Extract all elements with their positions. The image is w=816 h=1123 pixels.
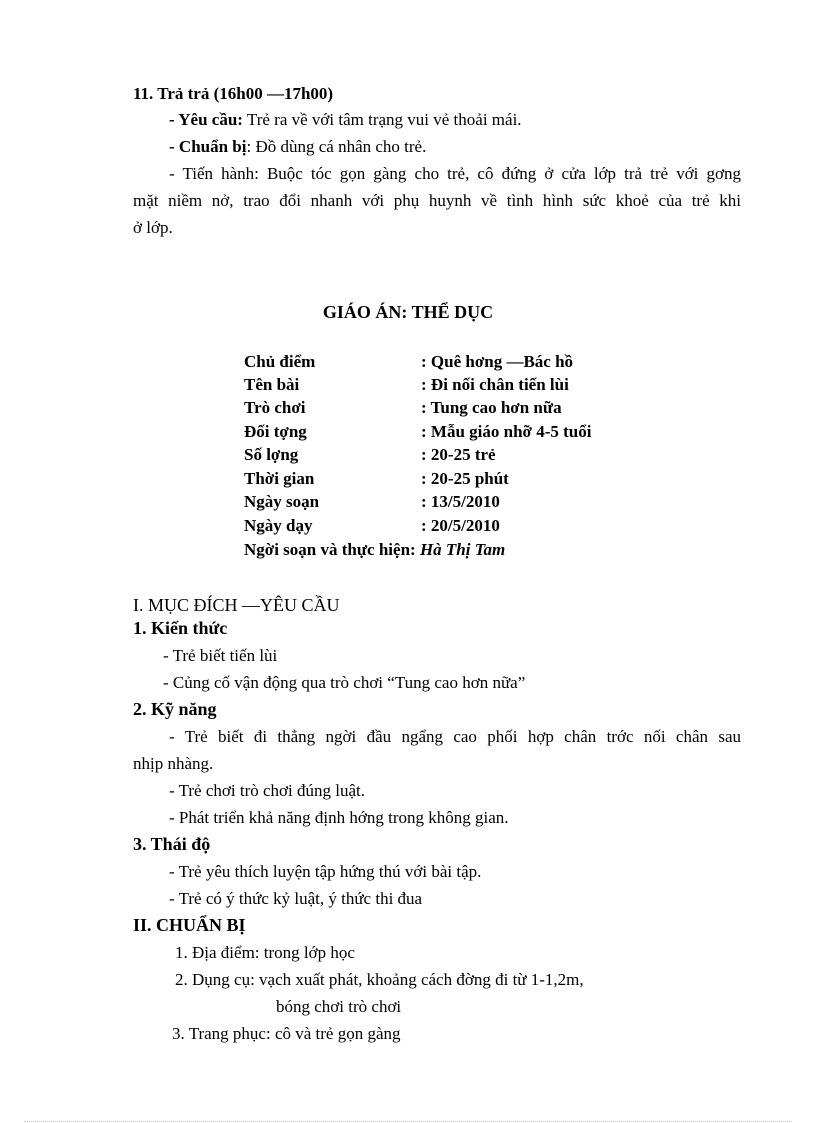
knowledge-heading: 1. Kiến thức [133, 618, 228, 638]
info-value: : 13/5/2010 [421, 492, 500, 511]
procedure-line-1: - Tiến hành: Buộc tóc gọn gàng cho trẻ, cô đứng ở cửa lớp trả trẻ với gơng [169, 164, 741, 183]
prep-item-2-line-2: bóng chơi trò chơi [276, 997, 402, 1016]
skills-heading: 2. Kỹ năng [133, 699, 217, 719]
section-1-heading: I. MỤC ĐÍCH —YÊU CẦU [133, 595, 340, 615]
requirement-text: Trẻ ra về với tâm trạng vui vẻ thoải mái. [242, 110, 522, 129]
info-value: : 20/5/2010 [421, 516, 500, 535]
info-label: Ngày dạy [244, 516, 313, 535]
prep-item-2-line-1: 2. Dụng cụ: vạch xuất phát, khoảng cách đờng đi từ 1-1,2m, [175, 970, 584, 989]
info-label: Đối tợng [244, 422, 307, 441]
preparation-text: : Đồ dùng cá nhân cho trẻ. [246, 137, 427, 156]
preparation-label: - Chuẩn bị [169, 137, 247, 156]
info-value: : Tung cao hơn nữa [421, 398, 562, 417]
requirement-label: - Yêu cầu: [169, 110, 243, 129]
prep-item-3: 3. Trang phục: cô và trẻ gọn gàng [172, 1024, 401, 1043]
page-bottom-rule [24, 1121, 792, 1122]
knowledge-item: - Trẻ biết tiến lùi [163, 646, 278, 665]
procedure-line-3: ở lớp. [133, 218, 173, 237]
info-label: Trò chơi [244, 398, 306, 417]
info-value: : Mẫu giáo nhỡ 4-5 tuổi [421, 422, 592, 441]
info-label: Số lợng [244, 445, 299, 464]
info-value: : Quê hơng —Bác hồ [421, 352, 574, 371]
author-name: Hà Thị Tam [419, 540, 506, 559]
info-label: Chủ điểm [244, 352, 316, 371]
attitude-item: - Trẻ có ý thức kỷ luật, ý thức thi đua [169, 889, 423, 908]
section-2-heading: II. CHUẨN BỊ [133, 915, 246, 935]
info-row-author [244, 539, 505, 561]
info-value: : 20-25 trẻ [421, 445, 496, 464]
attitude-item: - Trẻ yêu thích luyện tập hứng thú với bài tập. [169, 862, 482, 881]
lesson-title: GIÁO ÁN: THỂ DỤC [322, 302, 494, 322]
prep-item-1: 1. Địa điểm: trong lớp học [175, 943, 355, 962]
info-label: Thời gian [244, 469, 315, 488]
skills-item-1-line-2: nhịp nhàng. [133, 754, 214, 773]
info-label: Ngày soạn [244, 492, 320, 511]
info-value: : Đi nối chân tiến lùi [421, 375, 569, 394]
info-label: Tên bài [244, 375, 300, 394]
knowledge-item: - Củng cố vận động qua trò chơi “Tung cao hơn nữa” [163, 673, 526, 692]
skills-item-3: - Phát triển khả năng định hớng trong không gian. [169, 808, 509, 827]
author-label: Ngời soạn và thực hiện: [244, 540, 420, 559]
preparation-line [169, 136, 426, 158]
skills-item-1-line-1: - Trẻ biết đi thẳng ngời đầu ngẩng cao phối hợp chân trớc nối chân sau [169, 727, 741, 746]
procedure-line-2: mặt niềm nở, trao đổi nhanh với phụ huynh về tình hình sức khoẻ của trẻ khi [133, 191, 741, 210]
skills-item-2: - Trẻ chơi trò chơi đúng luật. [169, 781, 365, 800]
return-heading: 11. Trả trả (16h00 —17h00) [133, 84, 334, 103]
requirement-line [169, 109, 522, 131]
attitude-heading: 3. Thái độ [133, 834, 211, 854]
info-value: : 20-25 phút [421, 469, 509, 488]
